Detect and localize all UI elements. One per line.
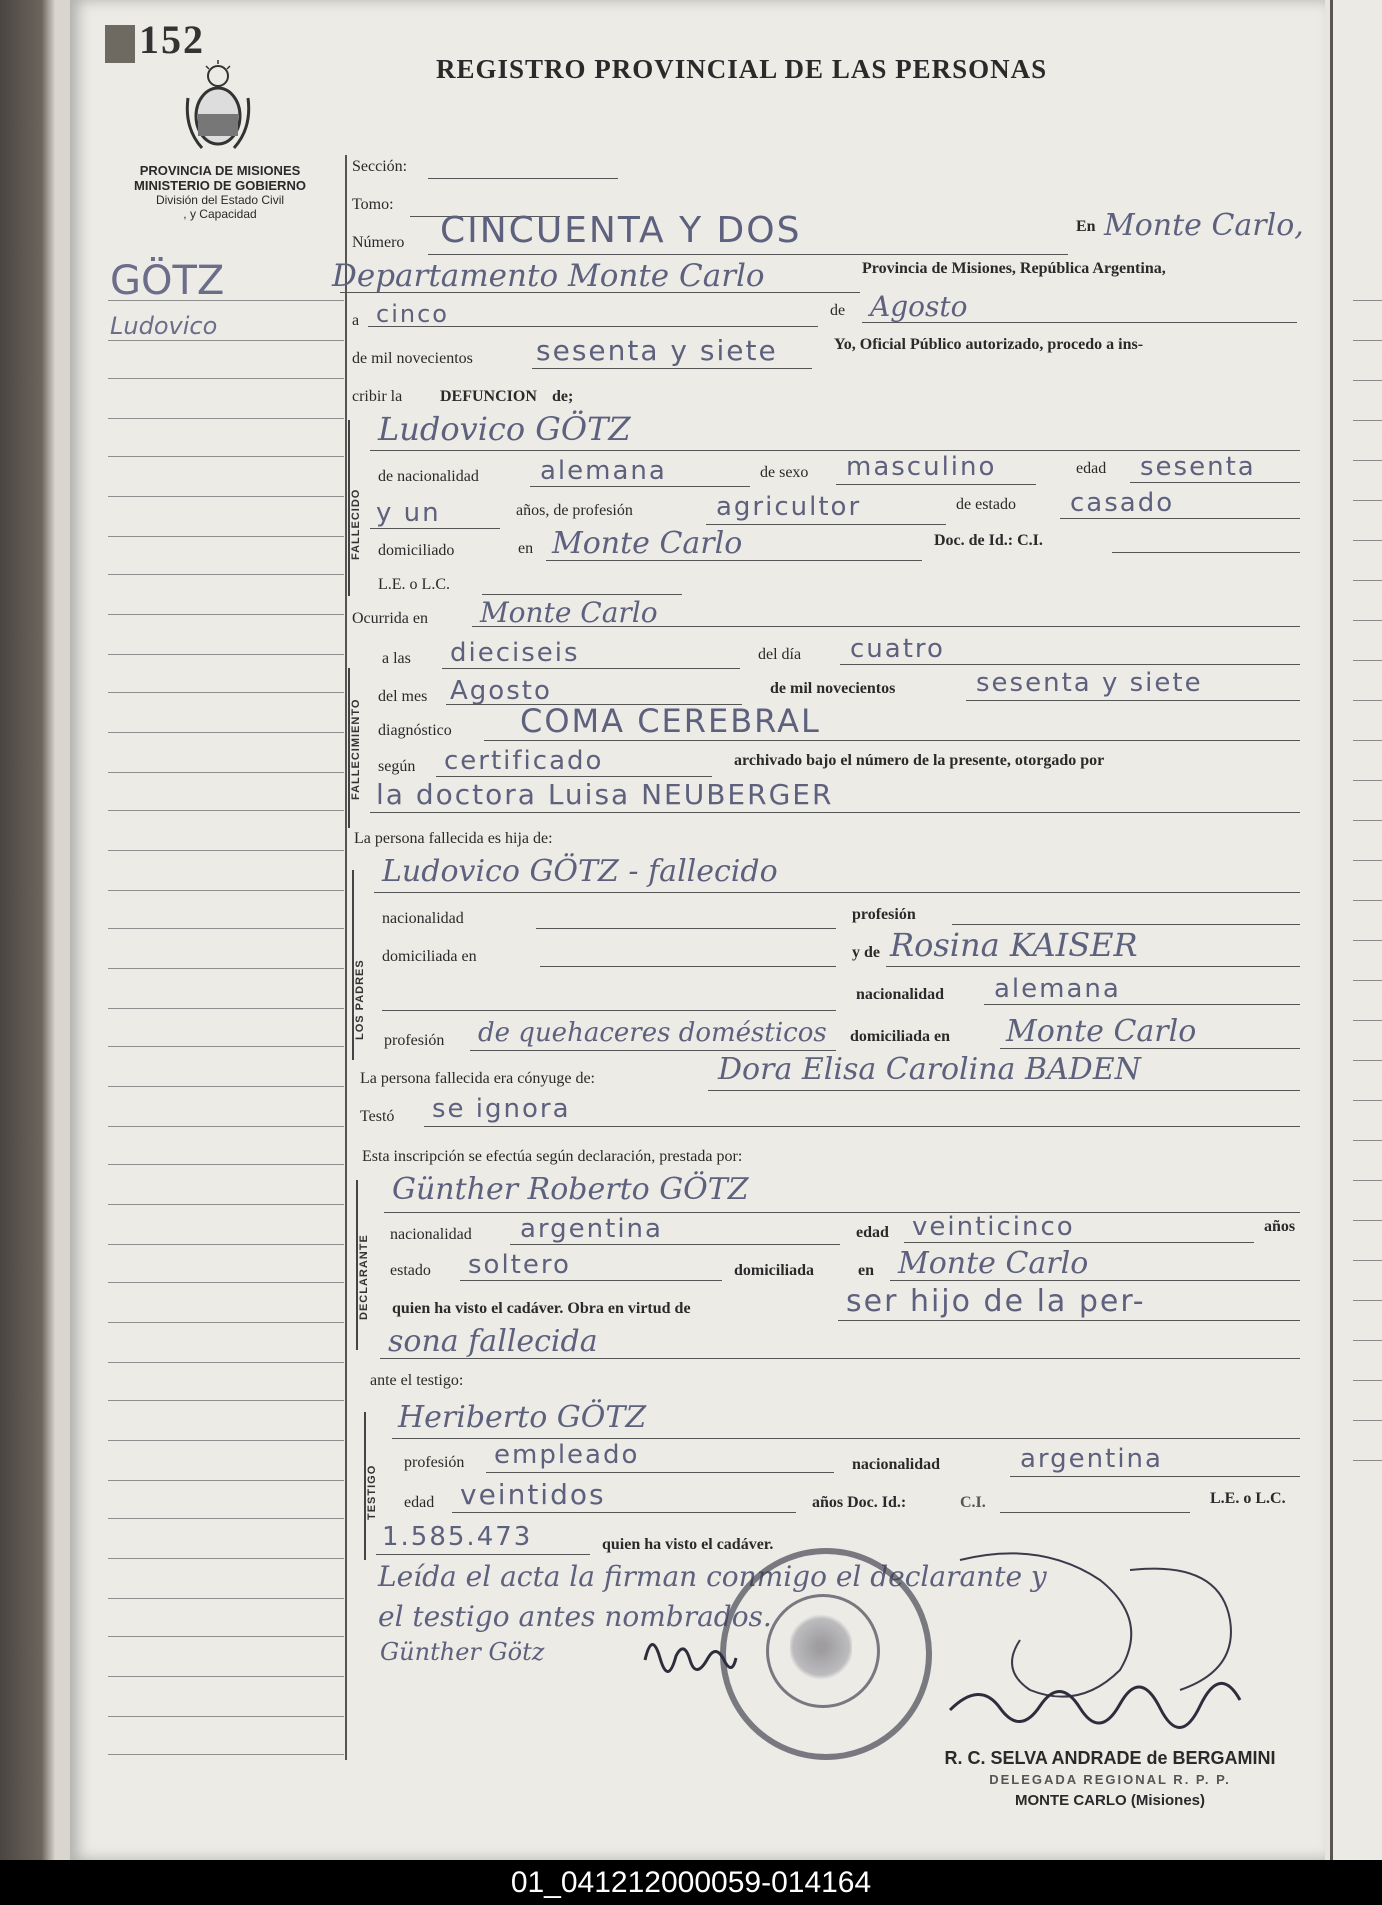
madre-profesion-value: de quehaceres domésticos — [478, 1018, 827, 1048]
segun-value: certificado — [444, 746, 604, 776]
virtud-value: ser hijo de la per- — [846, 1284, 1146, 1319]
seccion-label: Sección: — [352, 158, 408, 175]
tomo-label: Tomo: — [352, 196, 394, 213]
argentine-coat-of-arms-icon — [182, 58, 254, 156]
departamento-value: Departamento Monte Carlo — [332, 258, 765, 294]
testigo-edad-label: edad — [404, 1494, 435, 1511]
fallecimiento-section-label: FALLECIMIENTO — [350, 698, 362, 800]
ministry-label: MINISTERIO DE GOBIERNO — [134, 178, 306, 193]
testigo-doc-value: 1.585.473 — [382, 1522, 533, 1552]
conyuge-value: Dora Elisa Carolina BADEN — [718, 1052, 1141, 1087]
document-title: REGISTRO PROVINCIAL DE LAS PERSONAS — [436, 54, 1048, 84]
closing-text-line-1: Leída el acta la firman conmigo el declarante y — [378, 1560, 1047, 1593]
ocurrida-label: Ocurrida en — [352, 610, 428, 627]
declarante-domiciliada-en: en — [858, 1262, 874, 1279]
declarante-edad-value: veinticinco — [912, 1212, 1075, 1242]
del-mes-value: Agosto — [450, 676, 552, 706]
padres-section-label: LOS PADRES — [354, 959, 366, 1040]
domiciliado-value: Monte Carlo — [552, 526, 743, 561]
testo-label: Testó — [360, 1108, 395, 1125]
provincia-text: Provincia de Misiones, República Argentina, — [862, 260, 1166, 277]
declarante-estado-label: estado — [390, 1262, 431, 1279]
declarante-nacionalidad-value: argentina — [520, 1214, 663, 1244]
del-dia-value: cuatro — [850, 634, 945, 664]
doctora-value: la doctora Luisa NEUBERGER — [376, 778, 834, 811]
conyuge-label: La persona fallecida era cónyuge de: — [360, 1070, 595, 1087]
de-value: Agosto — [870, 290, 968, 323]
estado-value: casado — [1070, 488, 1175, 518]
testigo-name: Heriberto GÖTZ — [398, 1400, 647, 1435]
segun-label: según — [378, 758, 416, 775]
madre-domiciliada-label: domiciliada en — [850, 1028, 951, 1045]
del-dia-label: del día — [758, 646, 802, 663]
declarante-name: Günther Roberto GÖTZ — [392, 1172, 749, 1207]
diagnostico-label: diagnóstico — [378, 722, 452, 739]
testigo-profesion-label: profesión — [404, 1454, 465, 1471]
testigo-label: ante el testigo: — [370, 1372, 464, 1389]
stub-surname: GÖTZ — [110, 258, 225, 304]
testigo-cadaver-text: quien ha visto el cadáver. — [602, 1536, 774, 1553]
witness-signature — [640, 1620, 740, 1680]
hija-de-text: La persona fallecida es hija de: — [354, 830, 553, 847]
testigo-nacionalidad-label: nacionalidad — [852, 1456, 941, 1473]
de-label: de — [830, 302, 846, 319]
declarante-nacionalidad-label: nacionalidad — [390, 1226, 472, 1243]
testigo-ci-label: C.I. — [960, 1494, 986, 1511]
diagnostico-value: COMA CEREBRAL — [520, 702, 821, 740]
declarante-edad-label: edad — [856, 1224, 889, 1241]
declarante-signature: Günther Götz — [380, 1638, 545, 1666]
madre-value: Rosina KAISER — [890, 926, 1138, 964]
domiciliado-en-label: en — [518, 540, 534, 557]
adjacent-page — [1330, 0, 1382, 1860]
stub-given-name: Ludovico — [110, 312, 218, 340]
division-label: División del Estado Civil — [155, 193, 285, 207]
del-mes-label: del mes — [378, 688, 428, 705]
a-value: cinco — [376, 300, 449, 328]
archivado-text: archivado bajo el número de la presente, otorgado por — [734, 752, 1105, 769]
oficial-text: Yo, Oficial Público autorizado, procedo a ins- — [834, 336, 1144, 353]
padre-value: Ludovico GÖTZ - fallecido — [382, 854, 778, 889]
folio-number: 152 — [105, 16, 205, 63]
testigo-edad-value: veintidos — [460, 1478, 606, 1511]
madre-domiciliada-value: Monte Carlo — [1006, 1014, 1197, 1049]
declaracion-text: Esta inscripción se efectúa según declaración, prestada por: — [362, 1148, 743, 1165]
madre-nacionalidad-label: nacionalidad — [856, 986, 945, 1003]
anos-profesion-label: años, de profesión — [516, 502, 633, 519]
defuncion-text: DEFUNCION — [440, 388, 537, 405]
madre-nacionalidad-value: alemana — [994, 974, 1121, 1004]
margin-rule — [345, 155, 347, 1760]
testigo-nacionalidad-value: argentina — [1020, 1444, 1163, 1474]
declarante-domiciliada-label: domiciliada — [734, 1262, 815, 1279]
mil-nov-value: sesenta y siete — [976, 668, 1203, 698]
padre-domiciliada-label: domiciliada en — [382, 948, 477, 965]
capacity-label: , y Capacidad — [183, 207, 257, 221]
closing-text-line-2: el testigo antes nombrados. — [378, 1600, 772, 1633]
padre-profesion-label: profesión — [852, 906, 916, 923]
year-value: sesenta y siete — [536, 334, 778, 367]
testigo-profesion-value: empleado — [494, 1440, 640, 1470]
padre-nacionalidad-label: nacionalidad — [382, 910, 464, 927]
declarante-domiciliada-value: Monte Carlo — [898, 1246, 1089, 1281]
sexo-label: de sexo — [760, 464, 809, 481]
y-de-label: y de — [852, 944, 880, 961]
mil-nov-label: de mil novecientos — [770, 680, 896, 697]
official-seal-stamp — [720, 1548, 932, 1760]
declarante-anos-label: años — [1264, 1218, 1296, 1235]
numero-value: CINCUENTA Y DOS — [440, 210, 802, 251]
le-lc-label: L.E. o L.C. — [378, 576, 450, 593]
fallecido-section-label: FALLECIDO — [350, 488, 362, 560]
inscribir-text: cribir la — [352, 388, 403, 405]
edad-label: edad — [1076, 460, 1107, 477]
sexo-value: masculino — [846, 452, 997, 482]
a-label: a — [352, 312, 360, 329]
declarante-section-label: DECLARANTE — [358, 1234, 370, 1320]
official-role: DELEGADA REGIONAL R. P. P. — [989, 1772, 1231, 1787]
a-las-label: a las — [382, 650, 411, 667]
edad-value-2: y un — [376, 498, 441, 528]
numero-label: Número — [352, 234, 405, 251]
testigo-section-label: TESTIGO — [366, 1464, 378, 1520]
nacionalidad-label: de nacionalidad — [378, 468, 479, 485]
profesion-value: agricultor — [716, 492, 862, 522]
official-name: R. C. SELVA ANDRADE de BERGAMINI — [944, 1748, 1276, 1768]
en-value: Monte Carlo, — [1104, 208, 1304, 243]
ocurrida-value: Monte Carlo — [480, 596, 658, 629]
testigo-anos-doc-label: años Doc. Id.: — [812, 1494, 907, 1511]
domiciliado-label: domiciliado — [378, 542, 455, 559]
declarante-estado-value: soltero — [468, 1250, 571, 1280]
en-label: En — [1076, 218, 1096, 235]
testigo-le-label: L.E. o L.C. — [1210, 1490, 1286, 1507]
fallecido-name: Ludovico GÖTZ — [378, 410, 631, 448]
virtud-value-2: sona fallecida — [388, 1324, 598, 1359]
madre-profesion-label: profesión — [384, 1032, 445, 1049]
scan-footer-id: 01_041212000059-014164 — [0, 1860, 1382, 1905]
official-signature — [920, 1540, 1270, 1740]
year-label: de mil novecientos — [352, 350, 473, 367]
province-label: PROVINCIA DE MISIONES — [139, 163, 301, 178]
cadaver-text: quien ha visto el cadáver. Obra en virtud de — [392, 1300, 691, 1317]
doc-label: Doc. de Id.: C.I. — [934, 532, 1043, 549]
official-place: MONTE CARLO (Misiones) — [1015, 1792, 1205, 1809]
nacionalidad-value: alemana — [540, 456, 667, 486]
edad-value: sesenta — [1140, 452, 1256, 482]
testo-value: se ignora — [432, 1094, 571, 1124]
a-las-value: dieciseis — [450, 638, 580, 668]
issuing-authority — [110, 163, 330, 221]
estado-label: de estado — [956, 496, 1016, 513]
de-semicolon: de; — [552, 388, 574, 405]
